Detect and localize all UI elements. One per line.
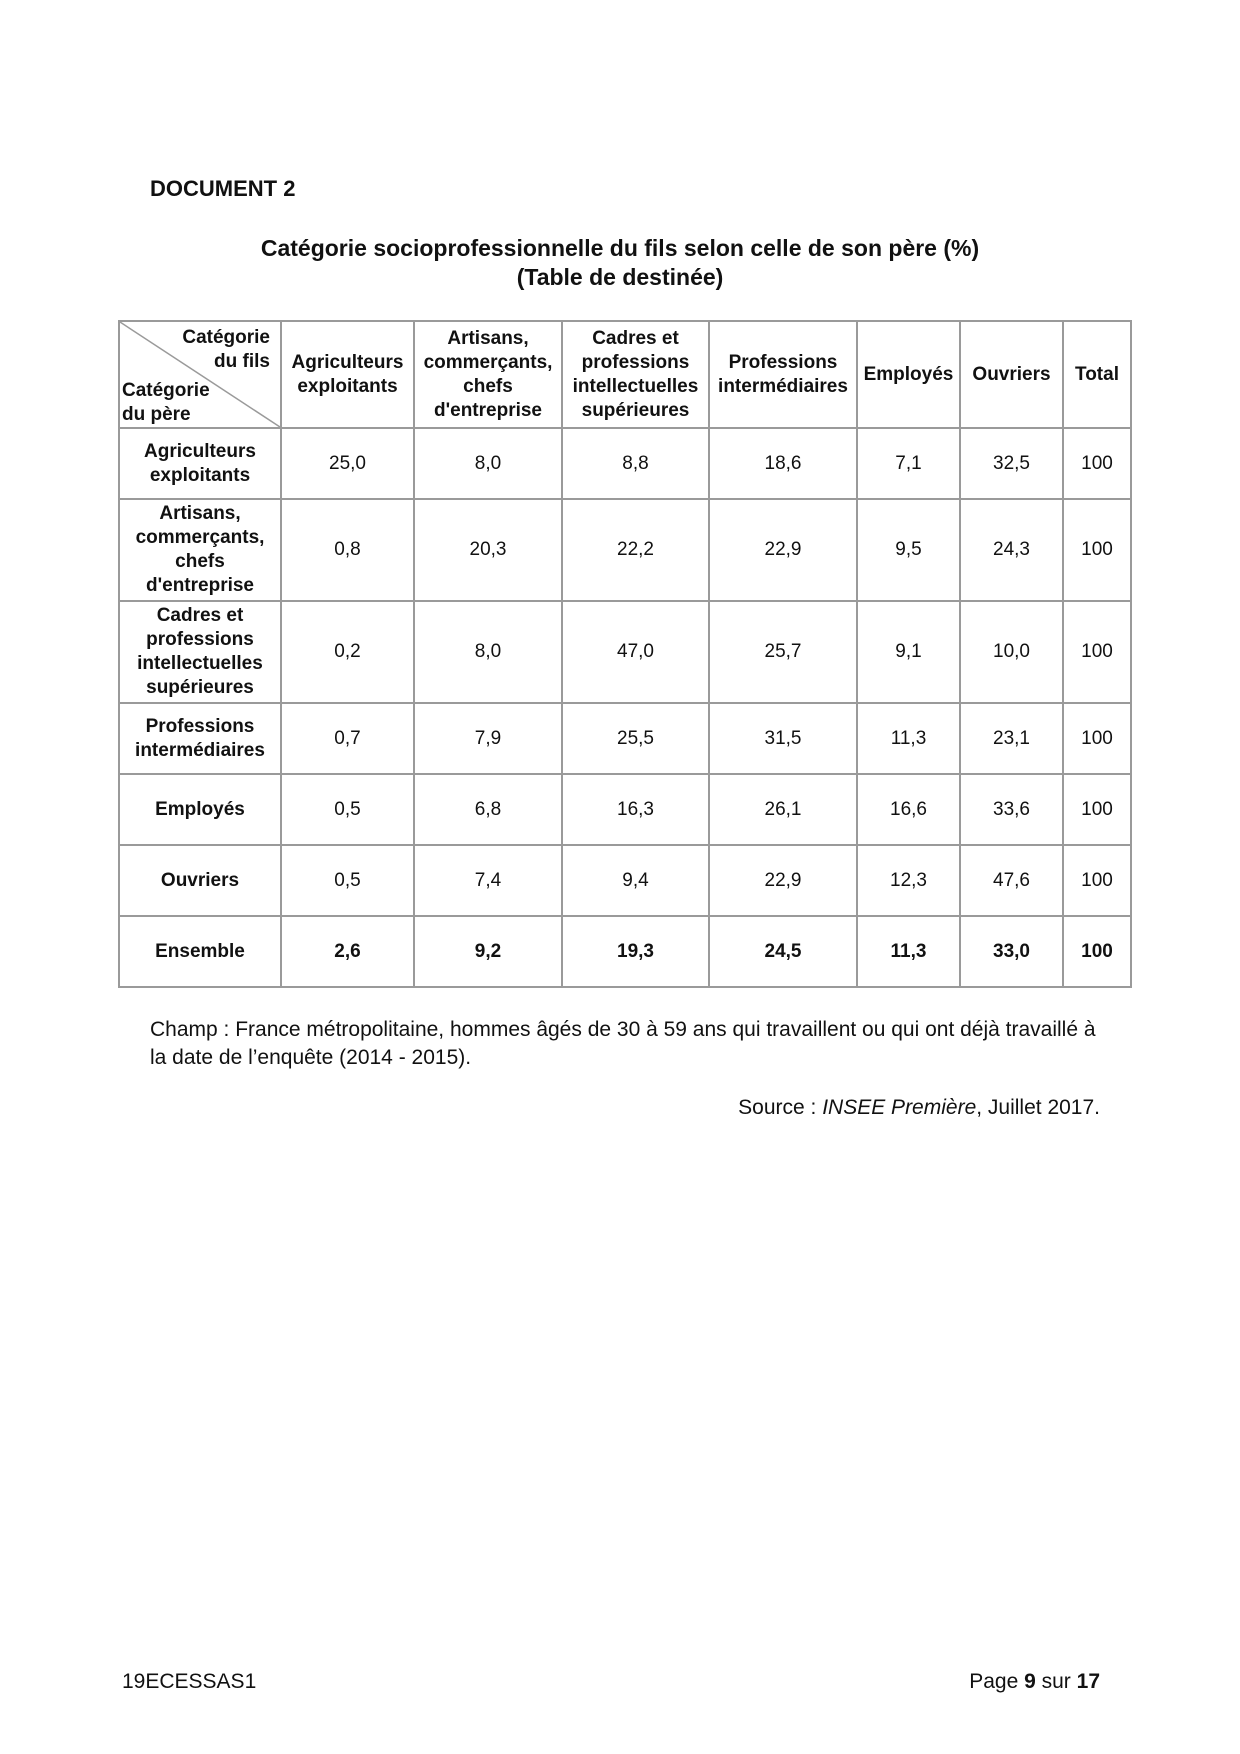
corner-header-cell bbox=[119, 321, 281, 428]
table-cell: 18,6 bbox=[709, 428, 857, 499]
table-cell: 25,5 bbox=[562, 703, 709, 774]
table-cell: 0,7 bbox=[281, 703, 414, 774]
table-row bbox=[119, 703, 1131, 774]
column-header: Cadres et professions intellectuelles supérieures bbox=[562, 321, 709, 428]
table-cell: 10,0 bbox=[960, 601, 1063, 703]
row-header: Cadres et professions intellectuelles supérieures bbox=[119, 601, 281, 703]
table-cell: 16,3 bbox=[562, 774, 709, 845]
row-header: Agriculteurs exploitants bbox=[119, 428, 281, 499]
row-header: Professions intermédiaires bbox=[119, 703, 281, 774]
table-cell: 0,8 bbox=[281, 499, 414, 601]
table-cell: 47,0 bbox=[562, 601, 709, 703]
table-cell: 31,5 bbox=[709, 703, 857, 774]
scope-note: Champ : France métropolitaine, hommes âgés de 30 à 59 ans qui travaillent ou qui ont déjà travaillé à la date de l’enquête (2014 - 2015). bbox=[150, 1018, 1096, 1069]
row-header: Artisans, commerçants, chefs d'entreprise bbox=[119, 499, 281, 601]
exam-code: 19ECESSAS1 bbox=[122, 1670, 257, 1693]
table-cell: 100 bbox=[1063, 845, 1131, 916]
row-header: Ouvriers bbox=[119, 845, 281, 916]
column-header: Artisans, commerçants, chefs d'entreprise bbox=[414, 321, 562, 428]
table-cell: 9,1 bbox=[857, 601, 960, 703]
row-header: Employés bbox=[119, 774, 281, 845]
table-cell: 22,9 bbox=[709, 845, 857, 916]
table-cell: 32,5 bbox=[960, 428, 1063, 499]
column-header: Ouvriers bbox=[960, 321, 1063, 428]
column-header: Employés bbox=[857, 321, 960, 428]
table-cell: 8,0 bbox=[414, 428, 562, 499]
source-note: Source : INSEE Première, Juillet 2017. bbox=[738, 1096, 1100, 1119]
table-cell: 9,5 bbox=[857, 499, 960, 601]
table-cell: 9,2 bbox=[414, 916, 562, 987]
table-cell: 100 bbox=[1063, 774, 1131, 845]
table-cell: 9,4 bbox=[562, 845, 709, 916]
corner-son-label: Catégorie du fils bbox=[182, 327, 270, 372]
table-cell: 6,8 bbox=[414, 774, 562, 845]
table-cell: 26,1 bbox=[709, 774, 857, 845]
table-cell: 100 bbox=[1063, 499, 1131, 601]
column-header: Total bbox=[1063, 321, 1131, 428]
table-cell: 2,6 bbox=[281, 916, 414, 987]
page-title bbox=[0, 234, 1240, 292]
table-cell: 0,5 bbox=[281, 774, 414, 845]
table-cell: 33,0 bbox=[960, 916, 1063, 987]
table-row-total bbox=[119, 916, 1131, 987]
table-cell: 11,3 bbox=[857, 703, 960, 774]
table-cell: 25,7 bbox=[709, 601, 857, 703]
table-cell: 16,6 bbox=[857, 774, 960, 845]
title-line-2: (Table de destinée) bbox=[516, 264, 724, 290]
table-row bbox=[119, 845, 1131, 916]
table-cell: 25,0 bbox=[281, 428, 414, 499]
table-cell: 11,3 bbox=[857, 916, 960, 987]
table-cell: 47,6 bbox=[960, 845, 1063, 916]
corner-father-label: Catégorie du père bbox=[122, 380, 210, 425]
table-cell: 8,0 bbox=[414, 601, 562, 703]
table-cell: 19,3 bbox=[562, 916, 709, 987]
table-cell: 22,2 bbox=[562, 499, 709, 601]
table-cell: 100 bbox=[1063, 916, 1131, 987]
table-cell: 20,3 bbox=[414, 499, 562, 601]
table-row bbox=[119, 428, 1131, 499]
table-cell: 24,3 bbox=[960, 499, 1063, 601]
table-cell: 12,3 bbox=[857, 845, 960, 916]
page-number: Page 9 sur 17 bbox=[969, 1670, 1100, 1693]
header-row bbox=[119, 321, 1131, 428]
table-cell: 22,9 bbox=[709, 499, 857, 601]
table-row bbox=[119, 774, 1131, 845]
column-header: Agriculteurs exploitants bbox=[281, 321, 414, 428]
table-cell: 100 bbox=[1063, 428, 1131, 499]
table-cell: 7,1 bbox=[857, 428, 960, 499]
table-cell: 0,5 bbox=[281, 845, 414, 916]
title-line-1: Catégorie socioprofessionnelle du fils selon celle de son père (%) bbox=[260, 235, 980, 261]
table-cell: 24,5 bbox=[709, 916, 857, 987]
document-label: DOCUMENT 2 bbox=[150, 176, 296, 201]
table-cell: 33,6 bbox=[960, 774, 1063, 845]
table-cell: 0,2 bbox=[281, 601, 414, 703]
table-cell: 7,9 bbox=[414, 703, 562, 774]
table-cell: 8,8 bbox=[562, 428, 709, 499]
table-cell: 7,4 bbox=[414, 845, 562, 916]
table-row bbox=[119, 601, 1131, 703]
row-header: Ensemble bbox=[119, 916, 281, 987]
table-row bbox=[119, 499, 1131, 601]
table-cell: 100 bbox=[1063, 601, 1131, 703]
table-cell: 23,1 bbox=[960, 703, 1063, 774]
destiny-table bbox=[118, 320, 1132, 988]
table-cell: 100 bbox=[1063, 703, 1131, 774]
source-publication: INSEE Première bbox=[822, 1096, 977, 1119]
column-header: Professions intermédiaires bbox=[709, 321, 857, 428]
